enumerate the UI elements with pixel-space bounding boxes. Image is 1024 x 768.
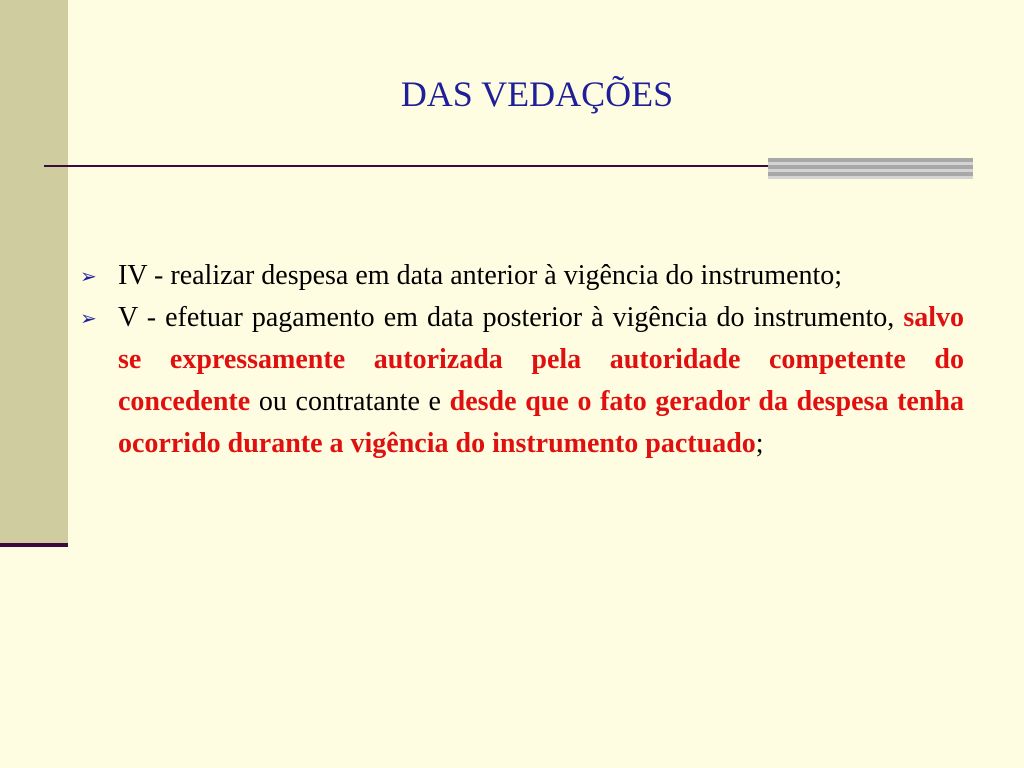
list-item (80, 297, 964, 465)
item-text: ; (755, 428, 764, 459)
highlighted-text: salvo se expressamente autorizada pela autoridade competente do concedente (118, 302, 965, 417)
arrow-bullet-icon: ➢ (80, 264, 97, 288)
side-bar-rule (0, 543, 68, 547)
list-item (80, 255, 964, 297)
item-text: V - efetuar pagamento em data posterior à vigência do instrumento, (118, 302, 895, 333)
slide-title: DAS VEDAÇÕES (400, 74, 674, 114)
item-text: IV - realizar despesa em data anterior à vigência do instrumento; (118, 260, 843, 291)
arrow-bullet-icon: ➢ (80, 306, 97, 330)
bullet-list (80, 255, 964, 465)
title-underline (44, 165, 784, 167)
title-accent-bars (768, 158, 973, 179)
highlighted-text: desde que o fato gerador da despesa tenha ocorrido durante a vigência do instrumento pactuado (118, 386, 965, 459)
item-text: ou contratante e (258, 386, 441, 417)
